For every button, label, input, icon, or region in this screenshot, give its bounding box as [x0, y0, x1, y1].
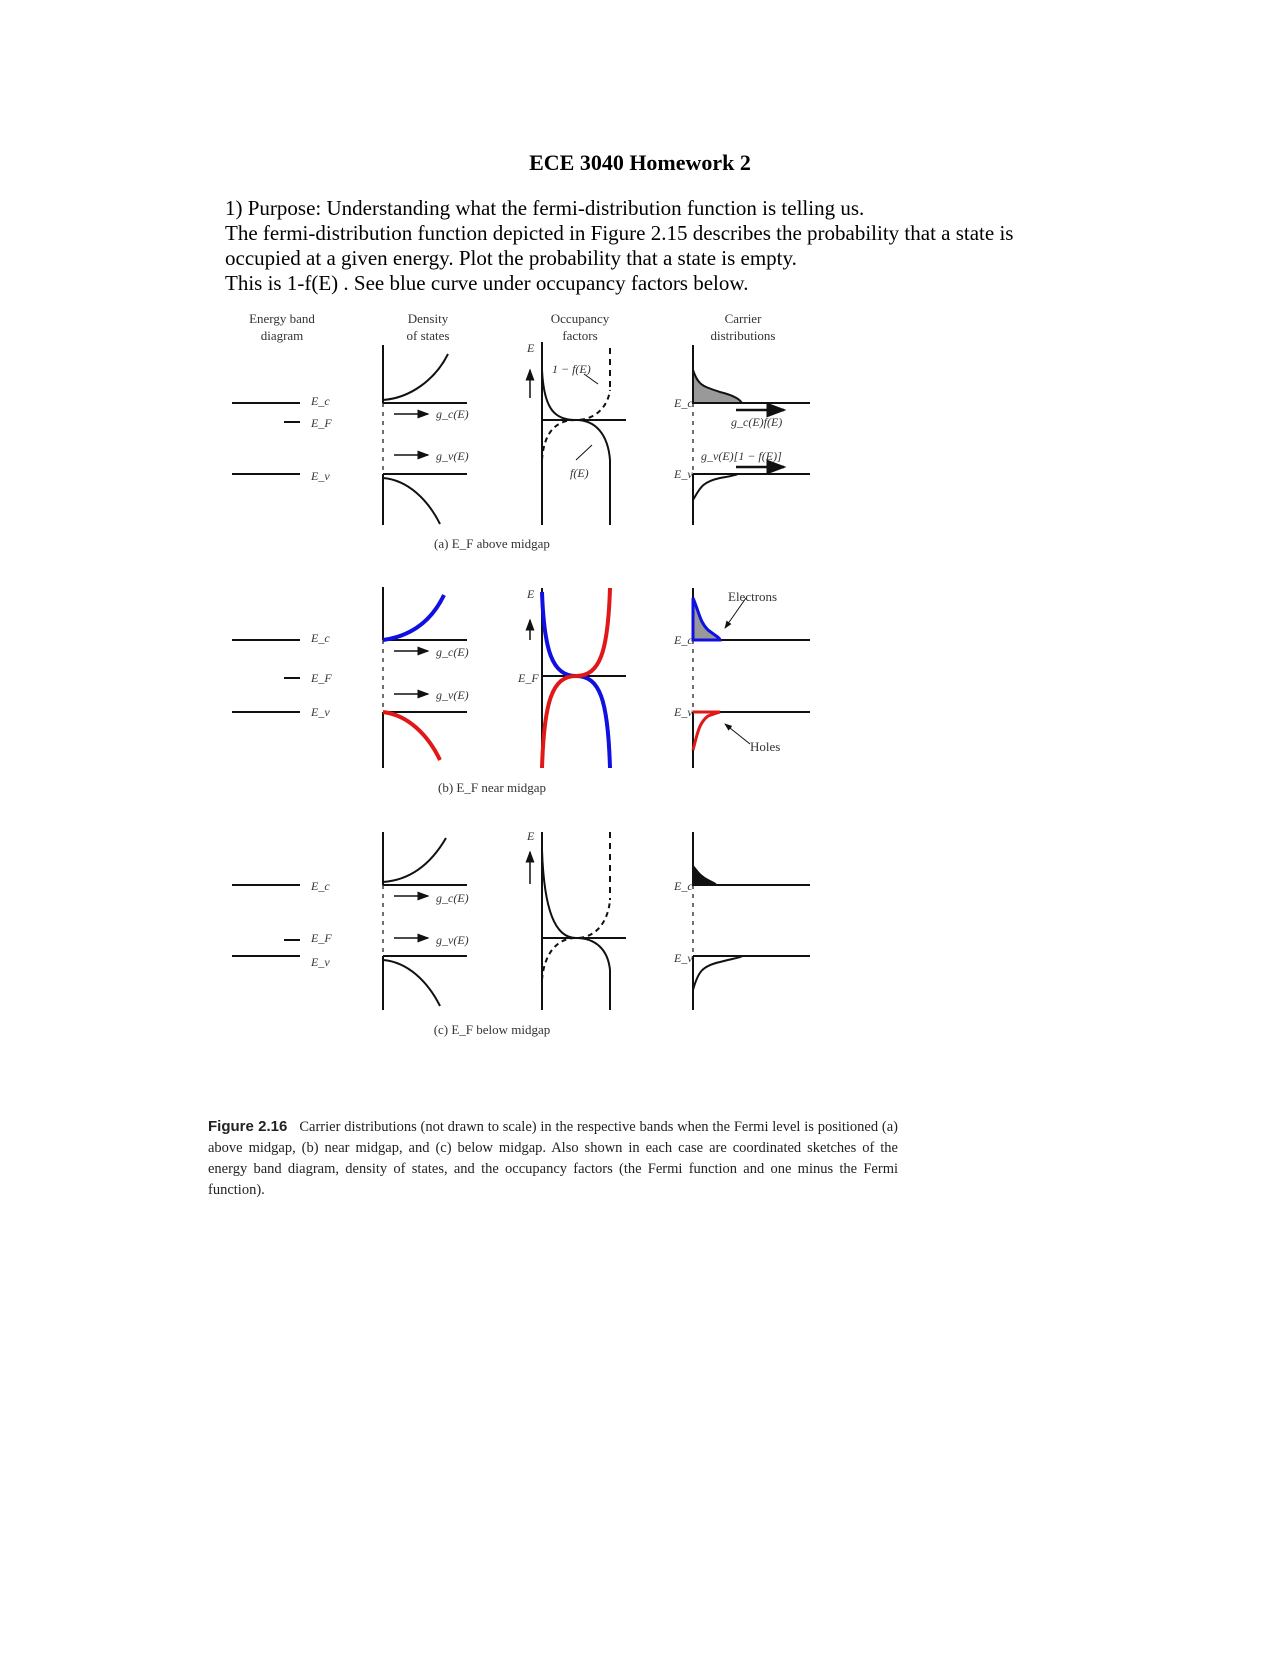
label-occ-ef-b: E_F — [518, 671, 539, 685]
label-gc-c: g_c(E) — [436, 891, 469, 905]
problem-line-3: occupied at a given energy. Plot the probability that a state is empty. — [225, 246, 797, 270]
panel-a-label: (a) E_F above midgap — [434, 536, 550, 551]
label-1mf-a: 1 − f(E) — [552, 362, 591, 376]
label-ec-a: E_c — [311, 394, 330, 408]
label-e-b: E — [527, 587, 535, 601]
problem-line-4: This is 1-f(E) . See blue curve under occupancy factors below. — [225, 271, 749, 295]
panel-a — [232, 342, 810, 525]
problem-line-2: The fermi-distribution function depicted in Figure 2.15 describes the probability that a state is — [225, 221, 1014, 245]
label-ef-a: E_F — [311, 416, 332, 430]
header-dos-1: Density — [407, 311, 449, 326]
problem-line-1: 1) Purpose: Understanding what the fermi-distribution function is telling us. — [225, 196, 865, 220]
label-ef-b: E_F — [311, 671, 332, 685]
label-gc-a: g_c(E) — [436, 407, 469, 421]
label-carrier-ev-c: E_v — [674, 951, 693, 965]
label-e-a: E — [527, 341, 535, 355]
label-ef-c: E_F — [311, 931, 332, 945]
figure-2-16 — [180, 310, 900, 1110]
label-e-c: E — [527, 829, 535, 843]
header-carrier-2: distributions — [710, 328, 776, 343]
label-carrier-ec-a: E_c — [674, 396, 693, 410]
label-gv-a: g_v(E) — [436, 449, 469, 463]
caption-label: Figure 2.16 — [208, 1118, 288, 1135]
header-occ-2: factors — [562, 328, 598, 343]
header-band-1: Energy band — [249, 311, 315, 326]
page-title: ECE 3040 Homework 2 — [529, 150, 751, 175]
label-electrons: Electrons — [728, 589, 778, 604]
header-band-2: diagram — [260, 328, 304, 343]
figure-caption — [208, 1116, 898, 1201]
label-ev-b: E_v — [311, 705, 330, 719]
panel-c — [232, 832, 810, 1010]
header-dos-2: of states — [406, 328, 450, 343]
header-carrier-1: Carrier — [724, 311, 762, 326]
label-carrier-ev-b: E_v — [674, 705, 693, 719]
label-carrier-ec-b: E_c — [674, 633, 693, 647]
label-holes: Holes — [750, 739, 781, 754]
label-gv1mf-a: g_v(E)[1 − f(E)] — [701, 449, 782, 463]
label-carrier-ec-c: E_c — [674, 879, 693, 893]
label-gc-b: g_c(E) — [436, 645, 469, 659]
label-f-a: f(E) — [570, 466, 589, 480]
label-gv-b: g_v(E) — [436, 688, 469, 702]
label-ec-b: E_c — [311, 631, 330, 645]
panel-c-label: (c) E_F below midgap — [433, 1022, 551, 1037]
panel-b-label: (b) E_F near midgap — [438, 780, 546, 795]
label-carrier-ev-a: E_v — [674, 467, 693, 481]
header-occ-1: Occupancy — [550, 311, 610, 326]
label-ev-c: E_v — [311, 955, 330, 969]
label-ev-a: E_v — [311, 469, 330, 483]
label-ec-c: E_c — [311, 879, 330, 893]
caption-text: Carrier distributions (not drawn to scale) in the respective bands when the Fermi level is positioned (a) above midgap, (b) near midgap, and (c) below midgap. Also shown in each case are coordinated sketches of the energy band diagram, density of states, and the occupancy factors (the Fermi function and one minus the Fermi function). — [208, 1119, 899, 1198]
label-gcf-a: g_c(E)f(E) — [731, 415, 783, 429]
label-gv-c: g_v(E) — [436, 933, 469, 947]
